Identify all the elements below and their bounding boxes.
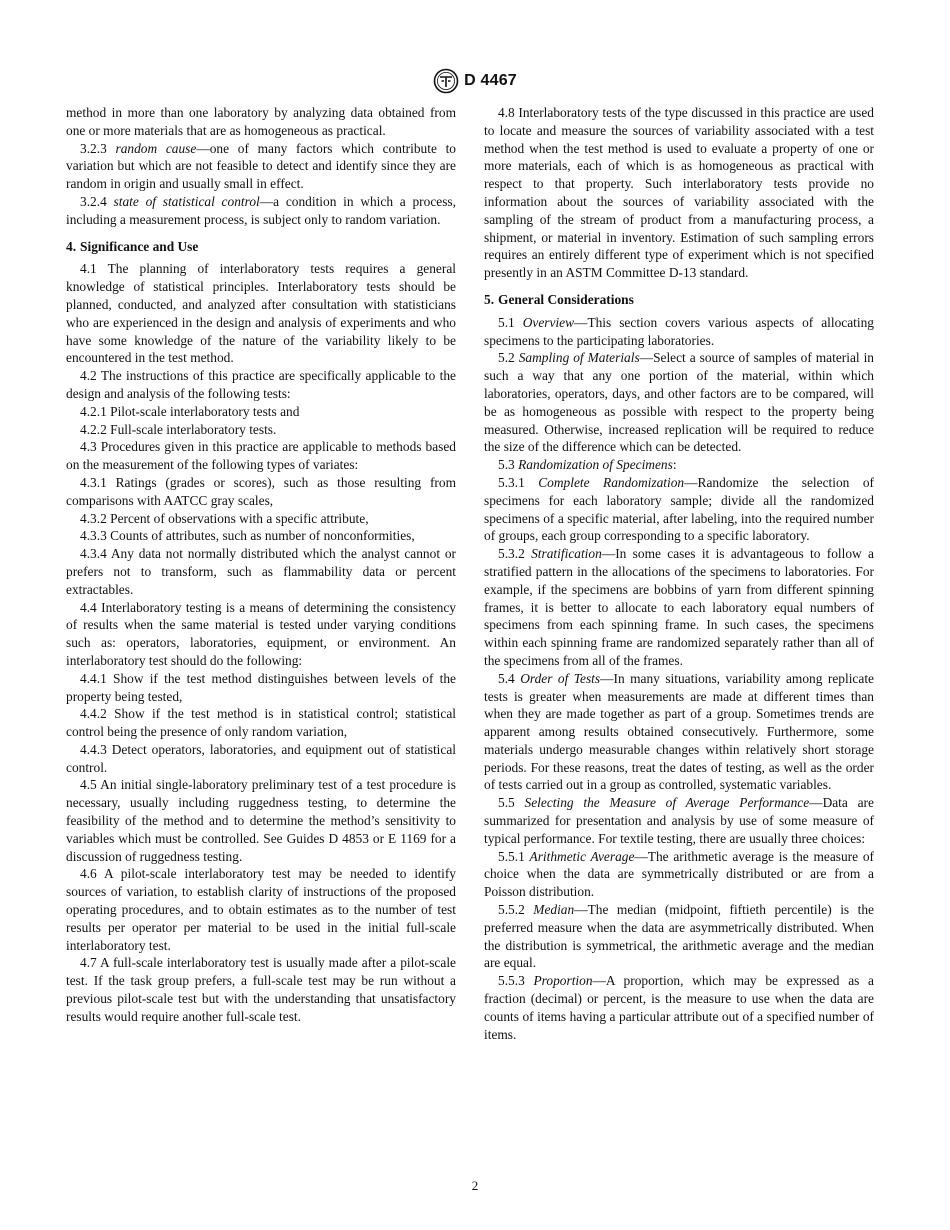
paragraph-5-3: 5.3 Randomization of Specimens: [498,457,677,473]
paragraph-4-7: 4.7 A full-scale interlaboratory test is usually made after a pilot-scale test. If the task group prefers, a full-scale test may be run without a previous pilot-scale test but with the understanding that unsatisfactory results would require another full-scale test. [66,955,456,1024]
left-column [66,104,456,1026]
page-header [0,68,950,94]
paragraph-4-4: 4.4 Interlaboratory testing is a means of determining the consistency of results when the same material is tested under varying conditions such as: operators, laboratories, equipment, or environment. An interlaboratory test should do the following: [66,599,456,668]
section-heading-4: 4. Significance and Use [66,238,199,254]
paragraph-5-5-1: 5.5.1 Arithmetic Average—The arithmetic average is the measure of choice when the data are symmetrically distributed or are from a Poisson distribution. [484,848,874,900]
paragraph-3-2-4: 3.2.4 state of statistical control—a condition in which a process, including a measurement process, is subject only to random variation. [66,193,456,227]
paragraph-4-5: 4.5 An initial single-laboratory preliminary test of a test procedure is necessary, usually including ruggedness testing, to determine the feasibility of the method and to determine the method’s sensitivity to variables which must be controlled. See Guides D 4853 or E 1169 for a discussion of ruggedness testing. [66,777,456,864]
page-number: 2 [471,1178,479,1193]
right-column [484,104,874,1043]
paragraph-4-4-2: 4.4.2 Show if the test method is in statistical control; statistical control being the presence of only random variation, [66,706,456,740]
paragraph-4-3: 4.3 Procedures given in this practice are applicable to methods based on the measurement of the following types of variates: [66,439,456,473]
astm-logo-icon [433,68,459,94]
paragraph-4-3-3: 4.3.3 Counts of attributes, such as number of nonconformities, [80,528,415,544]
paragraph-5-5-3: 5.5.3 Proportion—A proportion, which may be expressed as a fraction (decimal) or percent, is the measure to use when the data are counts of items having a particular attribute out of a specified number of items. [484,973,874,1042]
paragraph-4-3-1: 4.3.1 Ratings (grades or scores), such as those resulting from comparisons with AATCC gray scales, [66,474,456,508]
paragraph-5-1: 5.1 Overview—This section covers various aspects of allocating specimens to the participating laboratories. [484,314,874,348]
paragraph-4-1: 4.1 The planning of interlaboratory tests requires a general knowledge of statistical principles. Interlaboratory tests should be planned, conducted, and analyzed after consultation with statisticians who are experienced in the design and analysis of experiments and who have some knowledge of the nature of the variability likely to be encountered in the test method. [66,261,456,366]
paragraph-4-2-2: 4.2.2 Full-scale interlaboratory tests. [80,421,277,437]
paragraph-4-3-2: 4.3.2 Percent of observations with a specific attribute, [80,510,369,526]
paragraph-5-4: 5.4 Order of Tests—In many situations, variability among replicate tests is greater when measurements are made at different times than when they are made together as part of a group. Sometimes trends are apparent among results obtained consecutively. Furthermore, some materials undergo measurable changes within relatively short storage periods. For these reasons, treat the dates of testing, as well as the order of tests carried out in a group as controlled, systematic variables. [484,670,874,793]
paragraph-5-2: 5.2 Sampling of Materials—Select a source of samples of material in such a way that any one portion of the material, within which laboratories, operators, days, and other factors are to be compared, will be as homogeneous as possible with respect to the property being measured. Otherwise, increased replication will be required to reduce the size of the difference which can be detected. [484,350,874,455]
section-heading-5: 5. General Considerations [484,291,634,307]
paragraph-4-6: 4.6 A pilot-scale interlaboratory test may be needed to identify sources of variation, to establish clarity of instructions of the proposed operating procedures, and to obtain estimates as to the number of test results per operator per material to be used in the initial full-scale interlaboratory test. [66,866,456,953]
paragraph-5-3-2: 5.3.2 Stratification—In some cases it is advantageous to follow a stratified pattern in the allocations of the specimens to laboratories. For example, if the specimens are bobbins of yarn from different spinning frames, it is better to allocate to each laboratory equal numbers of specimens from each spinning frame. In such cases, the specimens within each spinning frame are randomized separately rather than all of the specimens from all of the frames. [484,546,874,668]
paragraph-4-4-1: 4.4.1 Show if the test method distinguishes between levels of the property being tested, [66,670,456,704]
paragraph-4-8: 4.8 Interlaboratory tests of the type discussed in this practice are used to locate and measure the sources of variability associated with a test method when the test method is used to evaluate a property of one or more materials, each of which is as homogeneous as practical with respect to that property. Such interlaboratory tests provide no information about the sources of variability associated with the sampling of the stream of product from a manufacturing process, a shipment, or material in inventory. Estimation of such sampling errors requires an entirely different type of experiment which is not specified presently in an ASTM Committee D-13 standard. [484,105,874,281]
paragraph-4-2-1: 4.2.1 Pilot-scale interlaboratory tests and [80,403,300,419]
paragraph-5-5: 5.5 Selecting the Measure of Average Performance—Data are summarized for presentation and analysis by use of some measure of typical performance. For textile testing, there are usually three choices: [484,795,874,846]
paragraph-5-5-2: 5.5.2 Median—The median (midpoint, fiftieth percentile) is the preferred measure when the data are asymmetrically distributed. When the distribution is symmetrical, the arithmetic average and the median are equal. [484,902,874,971]
paragraph-5-3-1: 5.3.1 Complete Randomization—Randomize the selection of specimens for each laboratory sample; divide all the randomized specimens of a specific material, after labeling, into the required number of groups, each group corresponding to a specific laboratory. [484,474,874,544]
paragraph-4-3-4: 4.3.4 Any data not normally distributed which the analyst cannot or prefers not to transform, such as flammability data or percent extractables. [66,546,456,597]
paragraph-4-4-3: 4.4.3 Detect operators, laboratories, and equipment out of statistical control. [66,741,456,775]
paragraph-3-2-3: 3.2.3 random cause—one of many factors which contribute to variation but which are not feasible to detect and identify since they are random in origin and usually small in effect. [66,140,457,192]
paragraph-continuation: method in more than one laboratory by analyzing data obtained from one or more materials that are as homogeneous as practical. [66,105,456,138]
paragraph-4-2: 4.2 The instructions of this practice are specifically applicable to the design and analysis of the following tests: [66,368,456,401]
standard-designation: D 4467 [464,72,517,89]
